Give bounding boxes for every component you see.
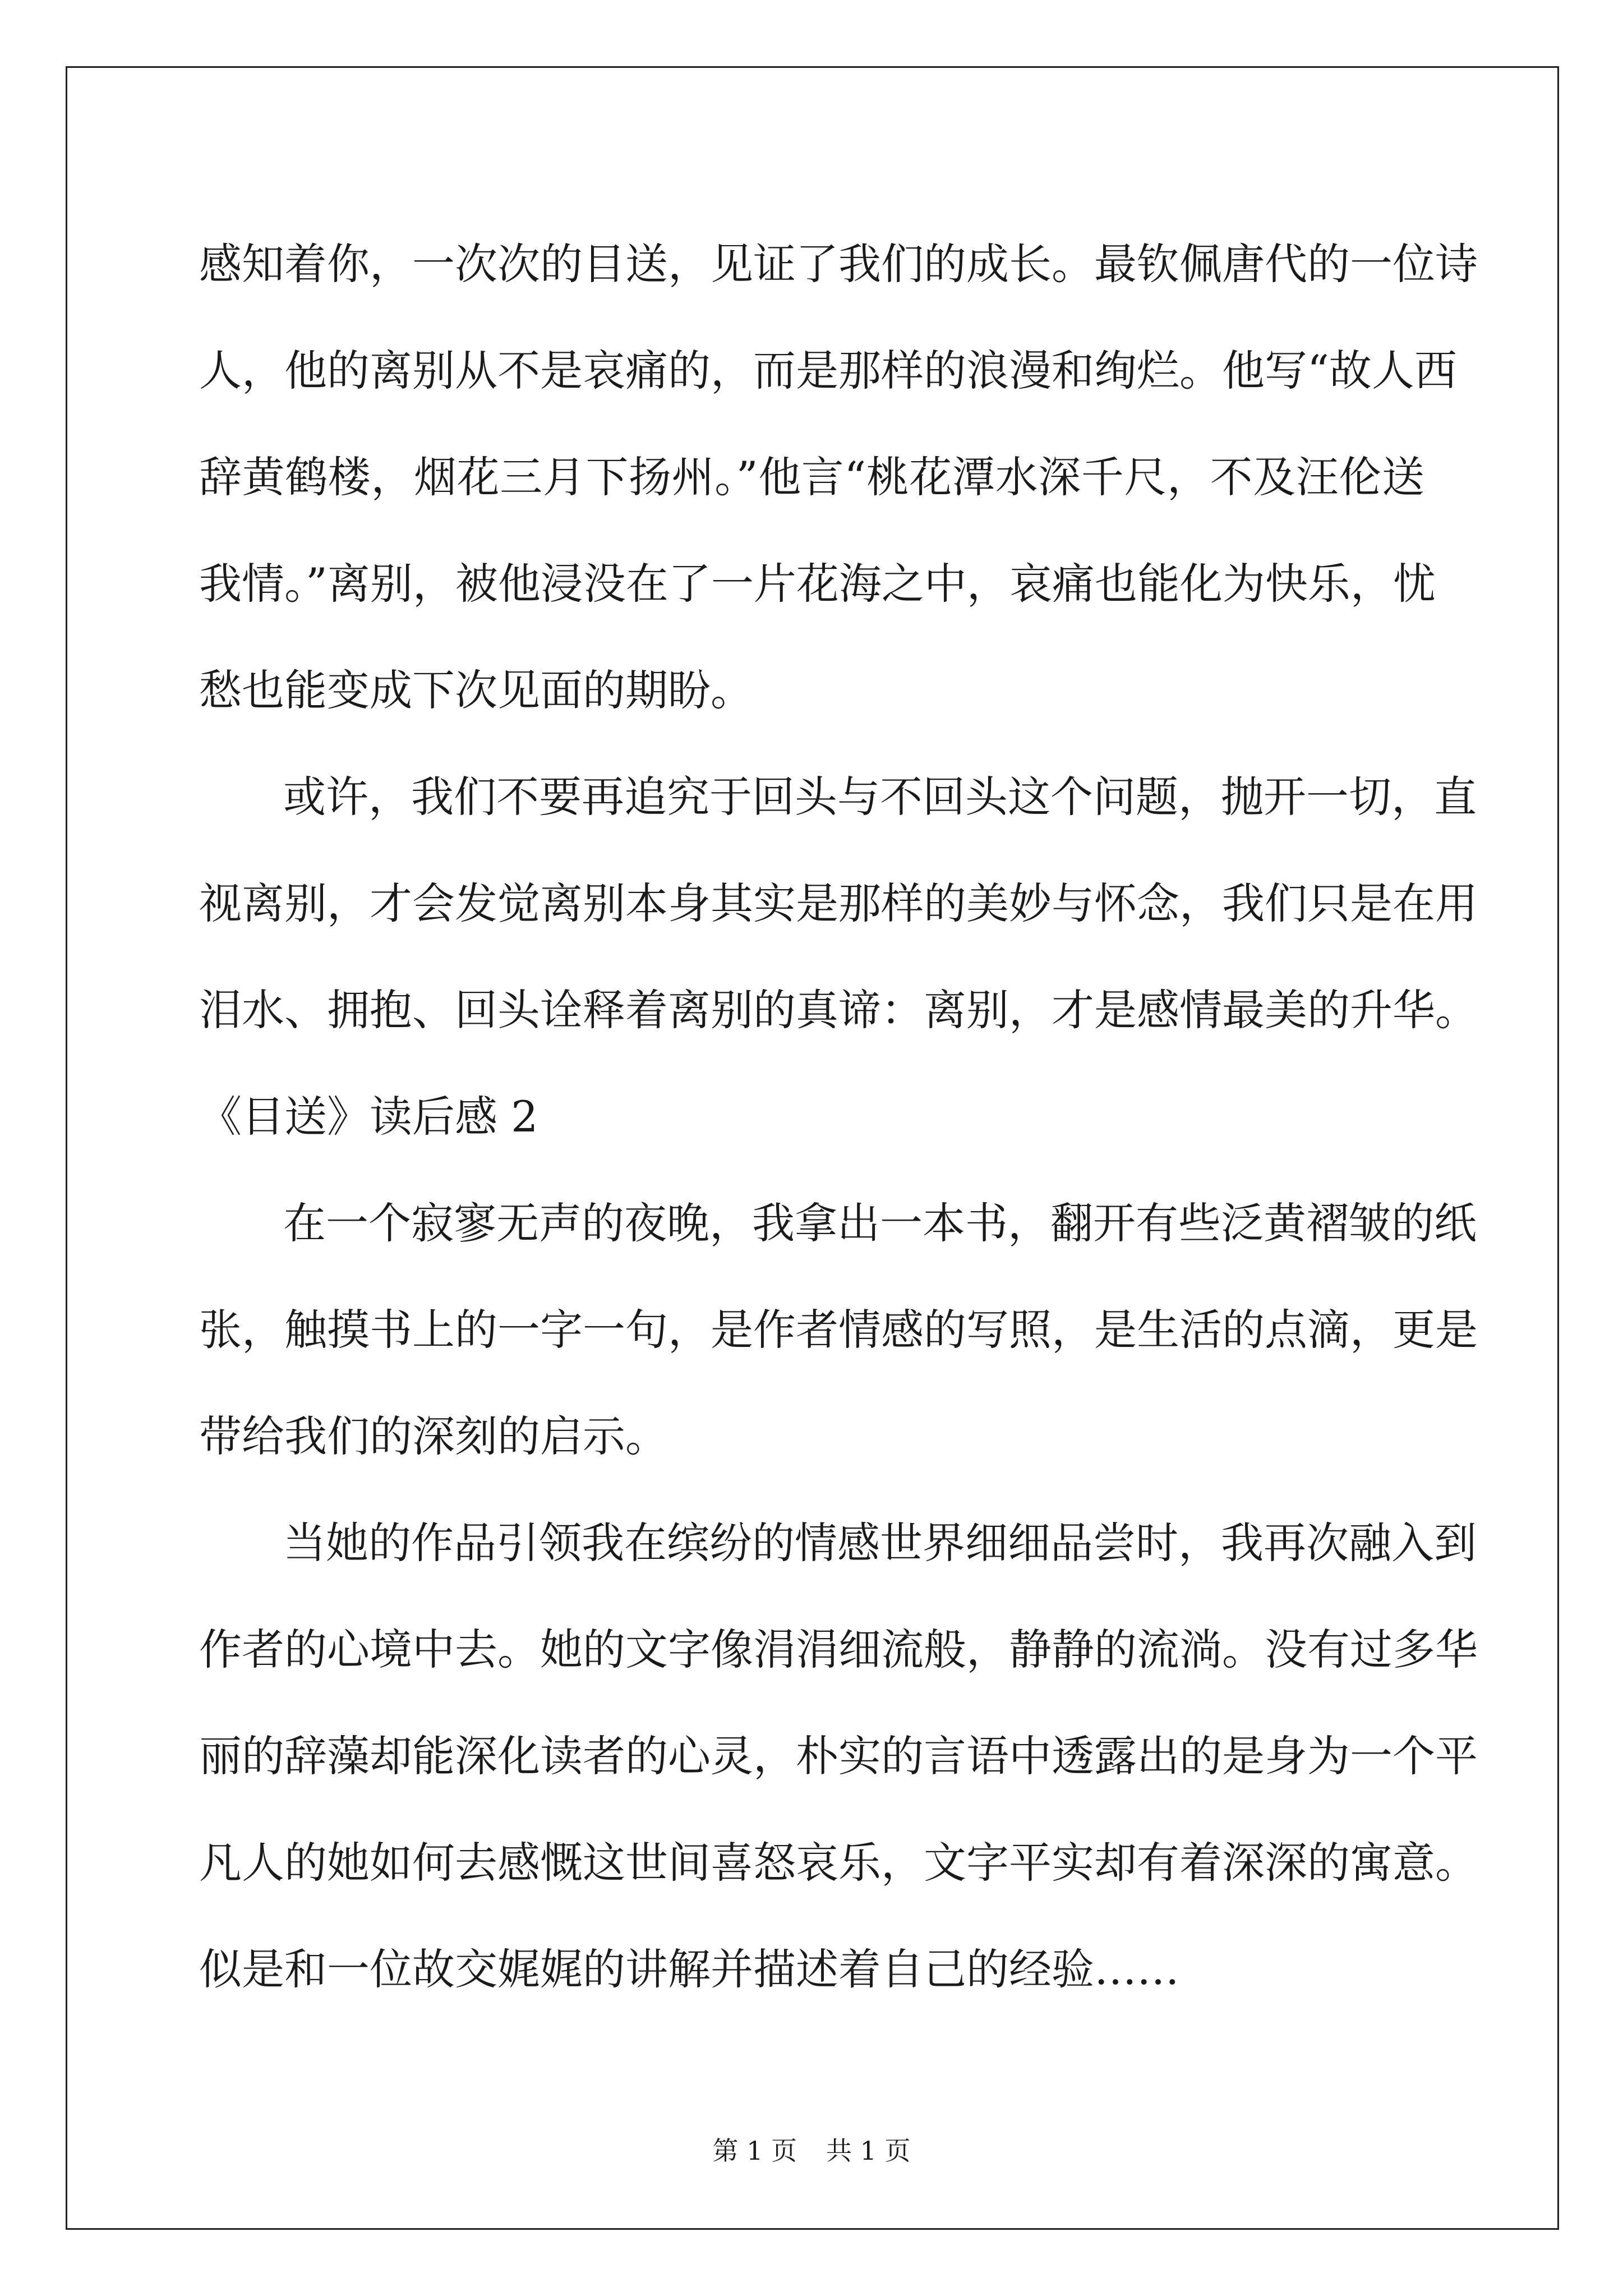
text-line: 张，触摸书上的一字一句，是作者情感的写照，是生活的点滴，更是: [199, 1305, 1478, 1355]
text-line: 人，他的离别从不是哀痛的，而是那样的浪漫和绚烂。他写“故人西: [199, 346, 1457, 395]
text-line: 似是和一位故交娓娓的讲解并描述着自己的经验……: [199, 1944, 1179, 1994]
text-line: 视离别，才会发觉离别本身其实是那样的美妙与怀念，我们只是在用: [199, 878, 1478, 928]
text-line: 在一个寂寥无声的夜晚，我拿出一本书，翻开有些泛黄褶皱的纸: [283, 1198, 1477, 1248]
text-line: 我情。”离别，被他浸没在了一片花海之中，哀痛也能化为快乐，忧: [199, 559, 1436, 609]
text-line: 愁也能变成下次见面的期盼。: [199, 665, 753, 715]
text-line: 丽的辞藻却能深化读者的心灵，朴实的言语中透露出的是身为一个平: [199, 1731, 1478, 1781]
text-line: 辞黄鹤楼，烟花三月下扬州。”他言“桃花潭水深千尺，不及汪伦送: [199, 452, 1424, 502]
text-line: 泪水、拥抱、回头诠释着离别的真谛：离别，才是感情最美的升华。: [199, 985, 1478, 1035]
section-heading: 《目送》读后感 2: [199, 1092, 538, 1142]
text-line: 作者的心境中去。她的文字像涓涓细流般，静静的流淌。没有过多华: [199, 1625, 1478, 1674]
text-line: 或许，我们不要再追究于回头与不回头这个问题，抛开一切，直: [283, 772, 1477, 822]
document-body: [199, 211, 1478, 2023]
text-line: 感知着你，一次次的目送，见证了我们的成长。最钦佩唐代的一位诗: [199, 239, 1478, 289]
page-footer: [0, 2134, 1623, 2168]
text-line: 凡人的她如何去感慨这世间喜怒哀乐，文字平实却有着深深的寓意。: [199, 1838, 1478, 1888]
text-line: 当她的作品引领我在缤纷的情感世界细细品尝时，我再次融入到: [283, 1518, 1477, 1568]
text-line: 带给我们的深刻的启示。: [199, 1411, 668, 1461]
page-number-current: 第 1 页: [712, 2136, 797, 2166]
page-number-total: 共 1 页: [826, 2136, 911, 2166]
